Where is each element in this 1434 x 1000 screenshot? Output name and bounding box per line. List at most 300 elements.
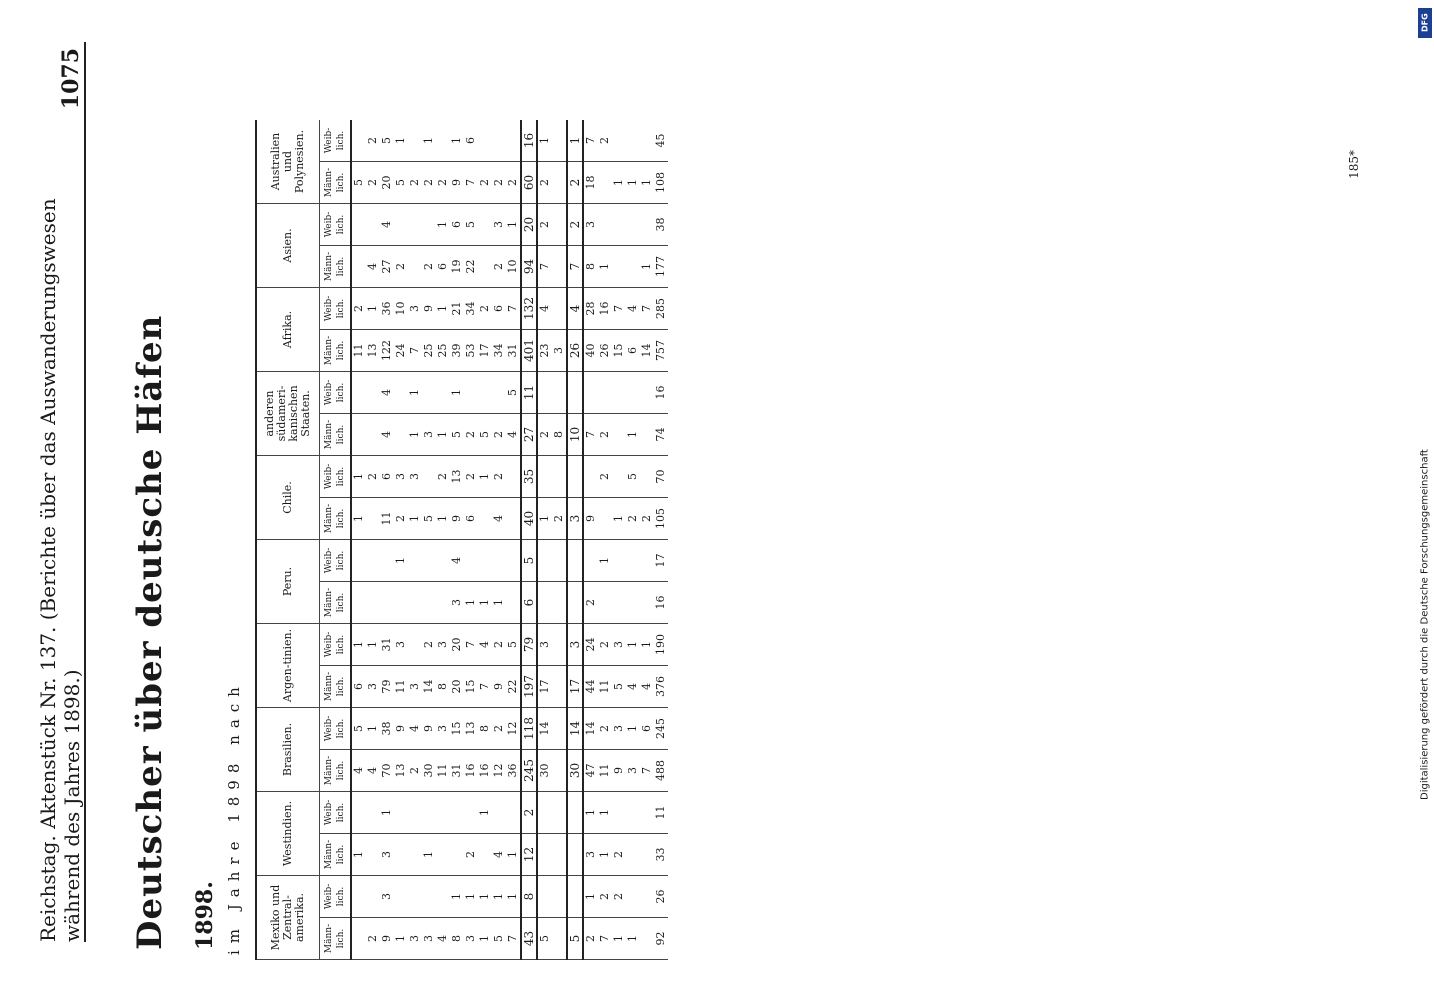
table-cell: 31	[380, 624, 394, 666]
table-cell: 4	[380, 372, 394, 414]
table-cell: 5	[422, 498, 436, 540]
table-cell: 33	[654, 834, 668, 876]
table-cell	[612, 582, 626, 624]
year-label: 1898.	[192, 881, 218, 950]
table-cell: 14	[567, 708, 583, 750]
table-cell	[612, 414, 626, 456]
table-cell	[506, 120, 521, 162]
table-cell	[537, 792, 552, 834]
table-cell: 1	[612, 498, 626, 540]
table-cell: 1	[436, 414, 450, 456]
table-row	[380, 120, 394, 960]
table-cell: 1	[450, 876, 464, 918]
table-cell: 2	[464, 834, 478, 876]
table-cell: 4	[380, 414, 394, 456]
region-header: Westindien.	[256, 792, 320, 876]
table-cell: 3	[408, 288, 422, 330]
table-cell: 488	[654, 750, 668, 792]
table-cell: 9	[612, 750, 626, 792]
table-cell: 38	[380, 708, 394, 750]
table-cell: 7	[464, 624, 478, 666]
table-cell	[408, 792, 422, 834]
table-cell	[464, 792, 478, 834]
table-cell: 1	[626, 624, 640, 666]
table-cell: 14	[640, 330, 654, 372]
table-cell	[640, 204, 654, 246]
table-cell: 4	[626, 666, 640, 708]
table-cell: 24	[583, 624, 598, 666]
table-cell: 285	[654, 288, 668, 330]
table-cell	[408, 624, 422, 666]
table-cell	[436, 582, 450, 624]
table-cell	[612, 540, 626, 582]
page-title: Deutscher über deutsche Häfen	[130, 314, 170, 950]
table-cell	[537, 834, 552, 876]
table-cell	[478, 498, 492, 540]
table-cell: 20	[450, 666, 464, 708]
table-cell: 2	[521, 792, 537, 834]
table-cell	[436, 876, 450, 918]
table-cell: 9	[492, 666, 506, 708]
table-cell: 6	[464, 120, 478, 162]
sex-header-male: Männ-lich.	[320, 582, 352, 624]
table-cell: 1	[478, 582, 492, 624]
table-cell	[366, 372, 380, 414]
table-cell: 31	[506, 330, 521, 372]
table-cell: 376	[654, 666, 668, 708]
table-cell: 34	[492, 330, 506, 372]
table-cell: 70	[380, 750, 394, 792]
table-cell	[464, 540, 478, 582]
table-cell: 1	[450, 372, 464, 414]
table-cell: 4	[408, 708, 422, 750]
table-cell	[422, 204, 436, 246]
table-cell: 5	[506, 372, 521, 414]
table-cell: 2	[366, 120, 380, 162]
table-cell: 94	[521, 246, 537, 288]
table-cell	[506, 792, 521, 834]
table-cell	[640, 372, 654, 414]
table-cell: 2	[598, 624, 612, 666]
table-cell: 1	[640, 246, 654, 288]
table-cell: 5	[394, 162, 408, 204]
table-cell: 11	[598, 750, 612, 792]
table-cell: 1	[351, 498, 366, 540]
table-cell: 18	[583, 162, 598, 204]
table-cell: 2	[537, 162, 552, 204]
table-cell: 3	[626, 750, 640, 792]
sex-header-female: Weib-lich.	[320, 288, 352, 330]
table-cell: 47	[583, 750, 598, 792]
sex-header-male: Männ-lich.	[320, 162, 352, 204]
table-cell: 2	[583, 582, 598, 624]
table-cell: 2	[366, 456, 380, 498]
table-row	[583, 120, 598, 960]
table-cell: 5	[626, 456, 640, 498]
table-cell	[436, 792, 450, 834]
table-cell	[351, 204, 366, 246]
region-header: Peru.	[256, 540, 320, 624]
table-cell	[640, 834, 654, 876]
table-row	[612, 120, 626, 960]
table-cell: 17	[537, 666, 552, 708]
table-cell: 3	[408, 918, 422, 960]
table-cell: 1	[492, 582, 506, 624]
table-cell	[492, 120, 506, 162]
table-cell: 5	[521, 540, 537, 582]
table-cell	[366, 540, 380, 582]
table-cell: 17	[478, 330, 492, 372]
table-cell: 2	[598, 120, 612, 162]
table-cell: 118	[521, 708, 537, 750]
table-cell	[598, 582, 612, 624]
table-row	[640, 120, 654, 960]
table-cell: 1	[583, 792, 598, 834]
table-cell	[583, 540, 598, 582]
table-cell: 26	[567, 330, 583, 372]
table-cell: 4	[366, 246, 380, 288]
table-cell	[366, 582, 380, 624]
table-cell: 8	[583, 246, 598, 288]
table-cell: 4	[492, 498, 506, 540]
table-row	[366, 120, 380, 960]
table-cell: 1	[598, 792, 612, 834]
table-cell: 4	[537, 288, 552, 330]
table-cell	[567, 372, 583, 414]
table-cell	[567, 876, 583, 918]
sex-header-male: Männ-lich.	[320, 918, 352, 960]
table-cell: 31	[450, 750, 464, 792]
table-cell: 5	[464, 204, 478, 246]
table-cell: 7	[583, 414, 598, 456]
table-cell: 1	[612, 162, 626, 204]
table-cell: 2	[366, 918, 380, 960]
table-cell: 23	[537, 330, 552, 372]
region-header: Argen-tinien.	[256, 624, 320, 708]
table-cell: 3	[583, 834, 598, 876]
table-cell: 22	[464, 246, 478, 288]
table-cell: 3	[394, 456, 408, 498]
table-body	[351, 120, 668, 960]
table-cell	[640, 120, 654, 162]
table-cell	[492, 540, 506, 582]
table-cell: 38	[654, 204, 668, 246]
table-cell	[552, 246, 567, 288]
table-row	[422, 120, 436, 960]
table-cell: 21	[450, 288, 464, 330]
table-cell	[394, 204, 408, 246]
table-cell: 2	[612, 876, 626, 918]
table-cell: 1	[436, 288, 450, 330]
table-cell: 4	[478, 624, 492, 666]
table-cell	[640, 582, 654, 624]
table-cell	[552, 918, 567, 960]
page-header	[36, 42, 86, 942]
table-cell	[626, 876, 640, 918]
table-cell: 13	[366, 330, 380, 372]
table-cell: 6	[521, 582, 537, 624]
table-cell: 1	[436, 498, 450, 540]
table-cell: 5	[351, 162, 366, 204]
table-cell: 1	[351, 834, 366, 876]
table-cell: 4	[626, 288, 640, 330]
table-cell: 1	[598, 246, 612, 288]
table-cell: 1	[612, 918, 626, 960]
table-cell: 1	[394, 120, 408, 162]
table-cell: 13	[464, 708, 478, 750]
table-cell	[552, 456, 567, 498]
table-cell: 4	[506, 414, 521, 456]
table-cell: 26	[654, 876, 668, 918]
table-cell: 1	[506, 834, 521, 876]
table-cell	[552, 288, 567, 330]
table-row	[552, 120, 567, 960]
sex-header-row	[320, 120, 352, 960]
table-row	[408, 120, 422, 960]
table-cell: 9	[583, 498, 598, 540]
table-cell	[626, 120, 640, 162]
table-cell: 11	[380, 498, 394, 540]
table-cell	[552, 372, 567, 414]
table-cell	[626, 204, 640, 246]
table-cell: 4	[380, 204, 394, 246]
table-cell: 35	[521, 456, 537, 498]
table-cell: 1	[366, 624, 380, 666]
table-cell: 11	[654, 792, 668, 834]
table-cell: 5	[351, 708, 366, 750]
table-cell: 1	[394, 918, 408, 960]
region-header: Mexiko und Zentral-amerika.	[256, 876, 320, 960]
table-cell: 401	[521, 330, 537, 372]
table-cell	[478, 372, 492, 414]
sex-header-female: Weib-lich.	[320, 708, 352, 750]
table-cell: 3	[567, 624, 583, 666]
table-cell: 74	[654, 414, 668, 456]
table-cell	[640, 876, 654, 918]
table-cell: 2	[478, 162, 492, 204]
table-cell: 1	[626, 162, 640, 204]
table-cell: 1	[408, 414, 422, 456]
table-cell: 7	[506, 918, 521, 960]
table-cell: 4	[567, 288, 583, 330]
table-cell: 1	[583, 876, 598, 918]
table-cell	[478, 540, 492, 582]
table-cell: 1	[408, 498, 422, 540]
table-row	[654, 120, 668, 960]
table-cell: 2	[394, 246, 408, 288]
table-cell: 2	[464, 456, 478, 498]
table-row	[626, 120, 640, 960]
table-cell: 2	[537, 204, 552, 246]
table-cell	[640, 414, 654, 456]
table-cell: 36	[380, 288, 394, 330]
table-cell	[380, 582, 394, 624]
table-cell: 1	[506, 204, 521, 246]
table-cell: 5	[612, 666, 626, 708]
table-cell: 92	[654, 918, 668, 960]
table-cell: 10	[506, 246, 521, 288]
table-cell	[408, 540, 422, 582]
table-cell: 13	[394, 750, 408, 792]
table-cell: 2	[422, 162, 436, 204]
table-cell: 45	[654, 120, 668, 162]
table-cell: 1	[626, 414, 640, 456]
table-cell: 3	[450, 582, 464, 624]
table-cell	[408, 876, 422, 918]
table-cell: 36	[506, 750, 521, 792]
header-text: Reichstag. Aktenstück Nr. 137. (Berichte über das Auswanderungswesen während des Jahres 1898.)	[36, 198, 84, 942]
table-cell: 40	[583, 330, 598, 372]
sex-header-male: Männ-lich.	[320, 414, 352, 456]
table-cell: 2	[492, 456, 506, 498]
table-cell: 1	[567, 120, 583, 162]
table-cell: 2	[567, 162, 583, 204]
table-cell: 3	[394, 624, 408, 666]
table-cell: 30	[422, 750, 436, 792]
table-cell: 2	[394, 498, 408, 540]
table-cell: 2	[464, 414, 478, 456]
table-cell: 14	[583, 708, 598, 750]
table-row	[598, 120, 612, 960]
table-cell: 43	[521, 918, 537, 960]
table-cell: 108	[654, 162, 668, 204]
table-cell: 8	[450, 918, 464, 960]
table-cell: 6	[464, 498, 478, 540]
table-cell	[626, 540, 640, 582]
table-cell: 2	[408, 750, 422, 792]
table-cell: 16	[654, 372, 668, 414]
table-cell: 11	[351, 330, 366, 372]
table-cell	[552, 204, 567, 246]
table-cell: 2	[567, 204, 583, 246]
table-cell	[626, 372, 640, 414]
table-cell: 1	[422, 120, 436, 162]
table-cell	[552, 540, 567, 582]
table-cell: 3	[537, 624, 552, 666]
table-cell: 8	[552, 414, 567, 456]
table-cell	[422, 540, 436, 582]
table-cell: 20	[521, 204, 537, 246]
table-cell	[612, 204, 626, 246]
region-header: anderen südameri-kanischen Staaten.	[256, 372, 320, 456]
table-cell: 1	[640, 162, 654, 204]
table-cell: 24	[394, 330, 408, 372]
table-cell: 5	[380, 120, 394, 162]
table-cell: 11	[436, 750, 450, 792]
table-cell: 20	[450, 624, 464, 666]
table-cell	[567, 456, 583, 498]
table-cell: 3	[492, 204, 506, 246]
table-cell: 9	[450, 498, 464, 540]
table-cell	[394, 582, 408, 624]
table-cell: 2	[351, 288, 366, 330]
table-cell: 4	[450, 540, 464, 582]
table-cell: 1	[351, 456, 366, 498]
table-cell	[567, 792, 583, 834]
table-cell: 1	[422, 834, 436, 876]
table-cell: 7	[464, 162, 478, 204]
table-cell	[478, 120, 492, 162]
table-cell	[351, 246, 366, 288]
table-cell: 3	[366, 666, 380, 708]
table-cell: 7	[567, 246, 583, 288]
sex-header-female: Weib-lich.	[320, 372, 352, 414]
table-cell	[436, 540, 450, 582]
table-cell: 11	[598, 666, 612, 708]
table-cell	[598, 498, 612, 540]
table-cell: 2	[408, 162, 422, 204]
table-cell: 6	[626, 330, 640, 372]
table-cell	[506, 498, 521, 540]
table-cell: 2	[478, 288, 492, 330]
table-cell: 5	[450, 414, 464, 456]
table-cell: 6	[380, 456, 394, 498]
table-cell	[552, 624, 567, 666]
table-cell	[380, 540, 394, 582]
table-cell: 6	[436, 246, 450, 288]
table-cell	[351, 582, 366, 624]
sex-header-male: Männ-lich.	[320, 834, 352, 876]
table-cell: 2	[552, 498, 567, 540]
table-cell: 14	[422, 666, 436, 708]
table-cell: 30	[567, 750, 583, 792]
table-cell: 4	[436, 918, 450, 960]
table-cell	[640, 792, 654, 834]
table-cell	[436, 120, 450, 162]
table-cell: 2	[626, 498, 640, 540]
table-row	[567, 120, 583, 960]
table-cell: 10	[567, 414, 583, 456]
table-cell: 7	[537, 246, 552, 288]
table-cell: 1	[478, 876, 492, 918]
table-cell: 1	[598, 834, 612, 876]
table-cell	[464, 372, 478, 414]
table-cell	[537, 582, 552, 624]
table-cell: 5	[492, 918, 506, 960]
table-cell: 7	[583, 120, 598, 162]
table-cell	[351, 120, 366, 162]
table-cell	[506, 540, 521, 582]
table-cell: 16	[521, 120, 537, 162]
table-cell: 132	[521, 288, 537, 330]
table-cell	[612, 246, 626, 288]
table-cell: 1	[626, 918, 640, 960]
table-cell: 70	[654, 456, 668, 498]
table-cell	[408, 120, 422, 162]
table-cell: 2	[640, 498, 654, 540]
region-header: Afrika.	[256, 288, 320, 372]
table-cell	[366, 498, 380, 540]
sex-header-female: Weib-lich.	[320, 624, 352, 666]
table-cell	[436, 834, 450, 876]
table-cell: 2	[612, 834, 626, 876]
table-cell: 7	[612, 288, 626, 330]
table-cell: 6	[640, 708, 654, 750]
table-cell: 13	[450, 456, 464, 498]
table-cell: 12	[506, 708, 521, 750]
table-cell	[598, 162, 612, 204]
table-cell: 757	[654, 330, 668, 372]
table-cell: 190	[654, 624, 668, 666]
table-cell	[552, 708, 567, 750]
sex-header-male: Männ-lich.	[320, 666, 352, 708]
table-cell	[612, 792, 626, 834]
subtitle: im Jahre 1898 nach	[225, 680, 243, 955]
table-cell	[394, 372, 408, 414]
table-cell: 34	[464, 288, 478, 330]
table-cell: 53	[464, 330, 478, 372]
table-cell	[478, 204, 492, 246]
